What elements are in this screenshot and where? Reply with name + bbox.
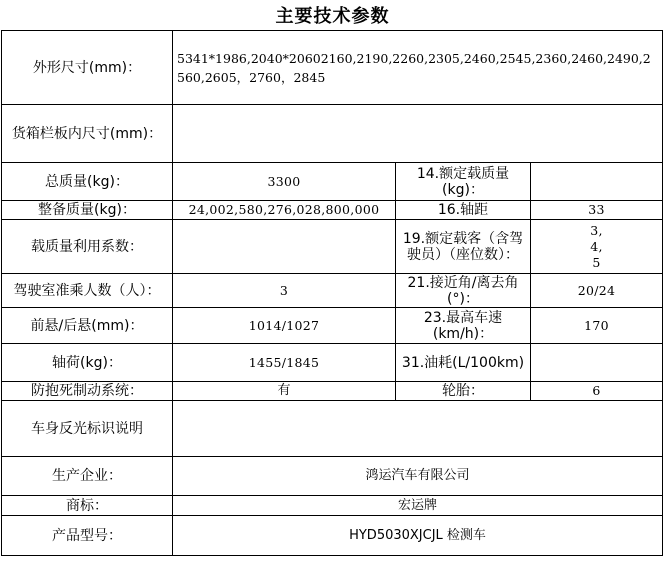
dims-label: 外形尺寸(mm)： xyxy=(2,31,173,105)
abs-value: 有 xyxy=(173,382,396,401)
cargo-label: 货箱栏板内尺寸(mm)： xyxy=(2,105,173,163)
rated-passengers-value xyxy=(531,220,663,274)
cab-seats-label: 驾驶室准乘人数（人）： xyxy=(2,274,173,308)
rated-passengers-line: 5 xyxy=(592,254,601,270)
angles-value: 20/24 xyxy=(531,274,663,308)
wheelbase-value: 33 xyxy=(531,201,663,220)
model-value: HYD5030XJCJL 检测车 xyxy=(173,516,663,556)
table-row xyxy=(2,220,663,274)
rated-passengers-line: 4, xyxy=(590,238,603,254)
table-row xyxy=(2,274,663,308)
curb-mass-value: 24,002,580,276,028,800,000 xyxy=(173,201,396,220)
tires-label: 轮胎： xyxy=(396,382,531,401)
utilization-value xyxy=(173,220,396,274)
table-row xyxy=(2,382,663,401)
rated-passengers-line: 3, xyxy=(590,222,603,238)
fuel-consumption-value xyxy=(531,344,663,382)
model-label: 产品型号： xyxy=(2,516,173,556)
max-speed-value: 170 xyxy=(531,308,663,344)
rated-passengers-label: 19.额定载客（含驾驶员）（座位数）： xyxy=(396,220,531,274)
cargo-value xyxy=(173,105,663,163)
wheelbase-label: 16.轴距 xyxy=(396,201,531,220)
reflective-label: 车身反光标识说明 xyxy=(2,401,173,457)
manufacturer-label: 生产企业： xyxy=(2,457,173,496)
curb-mass-label: 整备质量(kg)： xyxy=(2,201,173,220)
brand-value: 宏运牌 xyxy=(173,496,663,516)
fuel-consumption-label: 31.油耗(L/100km) xyxy=(396,344,531,382)
tires-value: 6 xyxy=(531,382,663,401)
brand-label: 商标： xyxy=(2,496,173,516)
rated-load-value xyxy=(531,163,663,201)
dims-value: 5341*1986,2040*20602160,2190,2260,2305,2460,2545,2360,2460,2490,2560,2605，2760，2845 xyxy=(173,31,663,105)
table-row xyxy=(2,201,663,220)
total-mass-label: 总质量(kg)： xyxy=(2,163,173,201)
reflective-value xyxy=(173,401,663,457)
utilization-label: 载质量利用系数： xyxy=(2,220,173,274)
angles-label: 21.接近角/离去角(°)： xyxy=(396,274,531,308)
cab-seats-value: 3 xyxy=(173,274,396,308)
table-row xyxy=(2,496,663,516)
overhang-label: 前悬/后悬(mm)： xyxy=(2,308,173,344)
total-mass-value: 3300 xyxy=(173,163,396,201)
table-row xyxy=(2,344,663,382)
axle-load-label: 轴荷(kg)： xyxy=(2,344,173,382)
table-row xyxy=(2,401,663,457)
table-row xyxy=(2,457,663,496)
axle-load-value: 1455/1845 xyxy=(173,344,396,382)
page-title: 主要技术参数 xyxy=(275,6,390,27)
table-row xyxy=(2,308,663,344)
abs-label: 防抱死制动系统： xyxy=(2,382,173,401)
manufacturer-value: 鸿运汽车有限公司 xyxy=(173,457,663,496)
table-row xyxy=(2,516,663,556)
table-row xyxy=(2,105,663,163)
rated-load-label: 14.额定载质量(kg)： xyxy=(396,163,531,201)
table-row xyxy=(2,163,663,201)
overhang-value: 1014/1027 xyxy=(173,308,396,344)
table-row xyxy=(2,31,663,105)
max-speed-label: 23.最高车速(km/h)： xyxy=(396,308,531,344)
spec-table xyxy=(1,30,663,556)
